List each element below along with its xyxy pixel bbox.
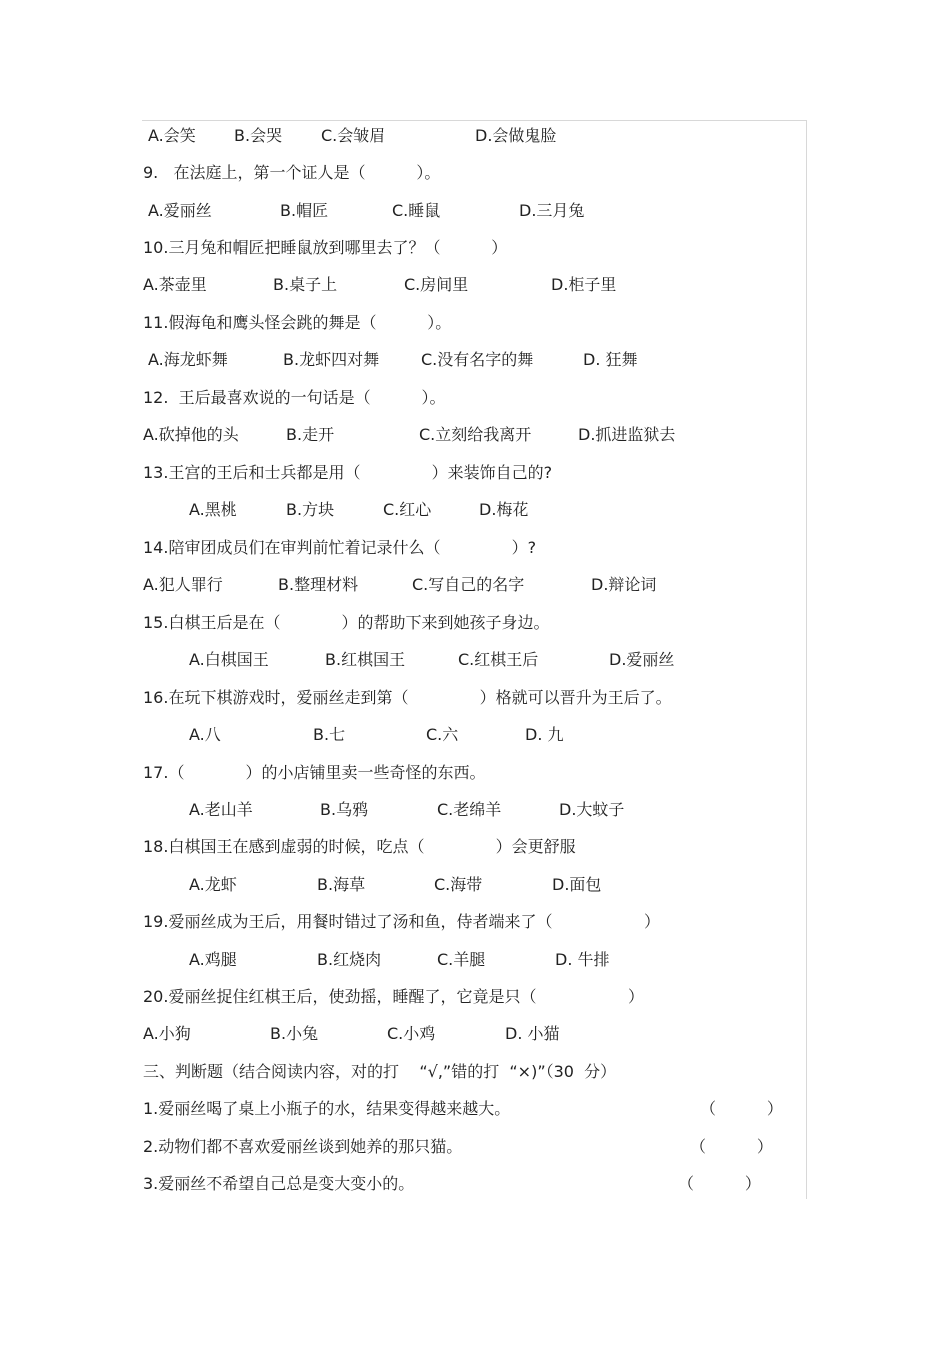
answer-option[interactable]: C.红棋王后 bbox=[458, 650, 539, 669]
answer-option[interactable]: A.白棋国王 bbox=[189, 650, 269, 669]
question-text bbox=[0, 610, 950, 636]
question-label: 16.在玩下棋游戏时，爱丽丝走到第（ ）格就可以晋升为王后了。 bbox=[143, 688, 672, 707]
question-text bbox=[0, 235, 950, 261]
question-label: 12. 王后最喜欢说的一句话是（ ）。 bbox=[143, 388, 446, 407]
answer-option[interactable]: A.龙虾 bbox=[189, 875, 237, 894]
answer-option[interactable]: C.睡鼠 bbox=[392, 201, 441, 220]
option-row bbox=[0, 198, 950, 224]
answer-option[interactable]: C.老绵羊 bbox=[437, 800, 502, 819]
option-row bbox=[0, 797, 950, 823]
option-row bbox=[0, 572, 950, 598]
answer-option[interactable]: D.爱丽丝 bbox=[609, 650, 675, 669]
answer-blank[interactable]: （ ） bbox=[690, 1137, 773, 1156]
question-label: 17.（ ）的小店铺里卖一些奇怪的东西。 bbox=[143, 763, 486, 782]
option-row bbox=[0, 1021, 950, 1047]
answer-option[interactable]: A.黑桃 bbox=[189, 500, 237, 519]
answer-option[interactable]: A.八 bbox=[189, 725, 221, 744]
answer-option[interactable]: D.梅花 bbox=[479, 500, 529, 519]
answer-option[interactable]: B.海草 bbox=[317, 875, 366, 894]
question-text bbox=[0, 535, 950, 561]
judge-item bbox=[0, 1134, 950, 1160]
answer-option[interactable]: B.帽匠 bbox=[280, 201, 329, 220]
question-label: 14.陪审团成员们在审判前忙着记录什么（ ）? bbox=[143, 538, 537, 557]
judge-statement: 3.爱丽丝不希望自己总是变大变小的。 bbox=[143, 1174, 415, 1193]
answer-option[interactable]: D. 狂舞 bbox=[583, 350, 638, 369]
answer-option[interactable]: D.会做鬼脸 bbox=[475, 126, 557, 145]
answer-option[interactable]: C.红心 bbox=[383, 500, 432, 519]
answer-option[interactable]: D.大蚊子 bbox=[559, 800, 625, 819]
answer-option[interactable]: A.茶壶里 bbox=[143, 275, 207, 294]
answer-option[interactable]: A.爱丽丝 bbox=[148, 201, 212, 220]
answer-blank[interactable]: （ ） bbox=[678, 1174, 761, 1193]
answer-option[interactable]: B.红棋国王 bbox=[325, 650, 406, 669]
answer-option[interactable]: D.抓进监狱去 bbox=[578, 425, 676, 444]
answer-option[interactable]: C.小鸡 bbox=[387, 1024, 436, 1043]
answer-option[interactable]: B.红烧肉 bbox=[317, 950, 382, 969]
answer-option[interactable]: B.桌子上 bbox=[273, 275, 338, 294]
answer-option[interactable]: B.小兔 bbox=[270, 1024, 319, 1043]
question-label: 13.王宫的王后和士兵都是用（ ）来装饰自己的? bbox=[143, 463, 553, 482]
option-row bbox=[0, 872, 950, 898]
judge-item bbox=[0, 1096, 950, 1122]
answer-option[interactable]: B.龙虾四对舞 bbox=[283, 350, 380, 369]
question-label: 9. 在法庭上，第一个证人是（ ）。 bbox=[143, 163, 441, 182]
judge-statement: 2.动物们都不喜欢爱丽丝谈到她养的那只猫。 bbox=[143, 1137, 463, 1156]
answer-option[interactable]: B.七 bbox=[313, 725, 346, 744]
answer-option[interactable]: D.辩论词 bbox=[591, 575, 657, 594]
question-text bbox=[0, 984, 950, 1010]
option-row bbox=[0, 347, 950, 373]
judge-item bbox=[0, 1171, 950, 1197]
answer-option[interactable]: B.整理材料 bbox=[278, 575, 359, 594]
answer-option[interactable]: D. 小猫 bbox=[505, 1024, 560, 1043]
answer-option[interactable]: A.砍掉他的头 bbox=[143, 425, 239, 444]
answer-option[interactable]: A.鸡腿 bbox=[189, 950, 237, 969]
question-label: 三、判断题（结合阅读内容，对的打 “√,”错的打 “×)”（30 分） bbox=[143, 1062, 617, 1081]
question-text bbox=[0, 685, 950, 711]
answer-option[interactable]: A.犯人罪行 bbox=[143, 575, 223, 594]
question-text bbox=[0, 460, 950, 486]
option-row bbox=[0, 123, 950, 149]
judge-statement: 1.爱丽丝喝了桌上小瓶子的水，结果变得越来越大。 bbox=[143, 1099, 511, 1118]
answer-option[interactable]: A.老山羊 bbox=[189, 800, 253, 819]
question-label: 15.白棋王后是在（ ）的帮助下来到她孩子身边。 bbox=[143, 613, 550, 632]
answer-option[interactable]: A.小狗 bbox=[143, 1024, 191, 1043]
answer-option[interactable]: C.房间里 bbox=[404, 275, 469, 294]
question-label: 19.爱丽丝成为王后，用餐时错过了汤和鱼，侍者端来了（ ） bbox=[143, 912, 660, 931]
answer-option[interactable]: B.会哭 bbox=[234, 126, 283, 145]
option-row bbox=[0, 647, 950, 673]
option-row bbox=[0, 947, 950, 973]
question-text bbox=[0, 834, 950, 860]
question-text bbox=[0, 909, 950, 935]
option-row bbox=[0, 722, 950, 748]
answer-blank[interactable]: （ ） bbox=[700, 1099, 783, 1118]
answer-option[interactable]: C.六 bbox=[426, 725, 459, 744]
question-text bbox=[0, 160, 950, 186]
answer-option[interactable]: B.乌鸦 bbox=[320, 800, 369, 819]
answer-option[interactable]: D.三月兔 bbox=[519, 201, 585, 220]
answer-option[interactable]: C.会皱眉 bbox=[321, 126, 386, 145]
question-text bbox=[0, 310, 950, 336]
answer-option[interactable]: B.方块 bbox=[286, 500, 335, 519]
question-text bbox=[0, 760, 950, 786]
question-label: 11.假海龟和鹰头怪会跳的舞是（ ）。 bbox=[143, 313, 452, 332]
answer-option[interactable]: D.柜子里 bbox=[551, 275, 617, 294]
question-label: 18.白棋国王在感到虚弱的时候，吃点（ ）会更舒服 bbox=[143, 837, 576, 856]
answer-option[interactable]: C.立刻给我离开 bbox=[419, 425, 532, 444]
answer-option[interactable]: C.没有名字的舞 bbox=[421, 350, 534, 369]
answer-option[interactable]: C.海带 bbox=[434, 875, 483, 894]
answer-option[interactable]: A.会笑 bbox=[148, 126, 196, 145]
option-row bbox=[0, 272, 950, 298]
question-text bbox=[0, 385, 950, 411]
option-row bbox=[0, 422, 950, 448]
question-text bbox=[0, 1059, 950, 1085]
answer-option[interactable]: C.羊腿 bbox=[437, 950, 486, 969]
answer-option[interactable]: D. 九 bbox=[525, 725, 564, 744]
option-row bbox=[0, 497, 950, 523]
answer-option[interactable]: D.面包 bbox=[552, 875, 602, 894]
answer-option[interactable]: D. 牛排 bbox=[555, 950, 610, 969]
answer-option[interactable]: A.海龙虾舞 bbox=[148, 350, 228, 369]
question-label: 10.三月兔和帽匠把睡鼠放到哪里去了？（ ） bbox=[143, 238, 508, 257]
question-label: 20.爱丽丝捉住红棋王后，使劲摇，睡醒了，它竟是只（ ） bbox=[143, 987, 644, 1006]
answer-option[interactable]: B.走开 bbox=[286, 425, 335, 444]
answer-option[interactable]: C.写自己的名字 bbox=[412, 575, 525, 594]
